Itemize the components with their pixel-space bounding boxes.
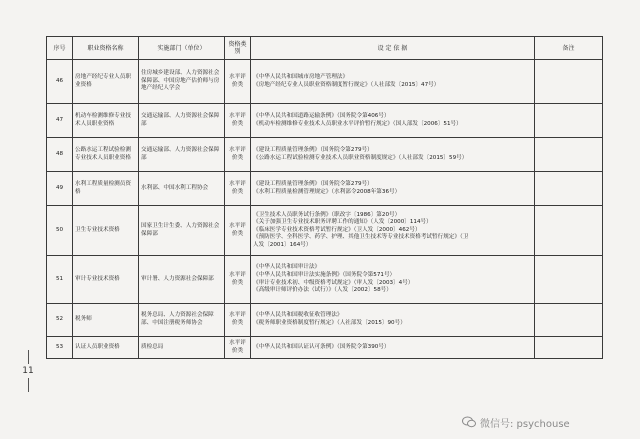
basis-line: 《税务师职业资格制度暂行规定》（人社部发〔2015〕90号） xyxy=(253,320,406,326)
basis-line: 《中华人民共和国审计法》 xyxy=(253,264,321,271)
implementing-dept: 国家卫生计生委、人力资源社会保障部 xyxy=(139,206,225,256)
page-number-text: 11 xyxy=(22,366,34,376)
page-number-dash-bottom xyxy=(28,378,29,392)
qualification-name: 房地产经纪专业人员职业资格 xyxy=(73,60,139,104)
basis-line: 《卫生技术人员职务试行条例》（职改字〔1986〕第20号） xyxy=(253,211,401,218)
qualification-category: 水平评价类 xyxy=(225,104,251,138)
legal-basis xyxy=(251,337,535,359)
basis-line: 人发〔2001〕164号） xyxy=(253,241,312,248)
row-number: 51 xyxy=(47,256,73,304)
implementing-dept: 交通运输部、人力资源社会保障部 xyxy=(139,104,225,138)
header-no: 序号 xyxy=(47,37,73,60)
qualification-name: 卫生专业技术资格 xyxy=(73,206,139,256)
basis-line: 《预防医学、全科医学、药学、护理、其他卫生技术等专业技术资格考试暂行规定》（卫 xyxy=(253,234,469,241)
legal-basis xyxy=(251,104,535,138)
legal-basis xyxy=(251,172,535,206)
qualification-category: 水平评价类 xyxy=(225,138,251,172)
basis-line: 《建设工程质量管理条例》（国务院令第279号） xyxy=(253,180,373,187)
side-page-number xyxy=(22,348,34,394)
basis-line: 《中华人民共和国道路运输条例》（国务院令第406号） xyxy=(253,112,390,119)
table-body xyxy=(47,60,603,359)
qualification-category: 水平评价类 xyxy=(225,256,251,304)
table-row xyxy=(47,304,603,337)
table-row xyxy=(47,104,603,138)
legal-basis xyxy=(251,60,535,104)
table-row xyxy=(47,138,603,172)
row-number: 47 xyxy=(47,104,73,138)
legal-basis xyxy=(251,138,535,172)
qualification-name: 水利工程质量检测员资格 xyxy=(73,172,139,206)
basis-line: 《中华人民共和国城市房地产管理法》 xyxy=(253,73,349,80)
basis-line: 《中华人民共和国审计法实施条例》（国务院令第571号） xyxy=(253,271,396,278)
remark xyxy=(535,304,603,337)
table-header-row xyxy=(47,37,603,60)
remark xyxy=(535,172,603,206)
header-remark: 备注 xyxy=(535,37,603,60)
page-number-dash-top xyxy=(28,350,29,364)
basis-line: 《中华人民共和国税收征收管理法》 xyxy=(253,312,343,319)
basis-line: 《水利工程质量检测管理规定》（水利部令2008年第36号） xyxy=(253,188,401,195)
header-dept: 实施部门（单位） xyxy=(139,37,225,60)
qualification-category: 水平评价类 xyxy=(225,337,251,359)
wechat-icon xyxy=(462,416,476,428)
legal-basis xyxy=(251,256,535,304)
qualification-name: 认证人员职业资格 xyxy=(73,337,139,359)
row-number: 52 xyxy=(47,304,73,337)
watermark-text: 微信号: psychouse xyxy=(480,418,570,430)
implementing-dept: 交通运输部、人力资源社会保障部 xyxy=(139,138,225,172)
implementing-dept: 质检总局 xyxy=(139,337,225,359)
header-name: 职业资格名称 xyxy=(73,37,139,60)
basis-line: 《公路水运工程试验检测专业技术人员职业资格制度规定》（人社部发〔2015〕59号） xyxy=(253,154,468,161)
table-row xyxy=(47,172,603,206)
remark xyxy=(535,138,603,172)
basis-line: 《临床医学专业技术资格考试暂行规定》（卫人发〔2000〕462号） xyxy=(253,226,421,233)
qualification-name: 公路水运工程试验检测专业技术人员职业资格 xyxy=(73,138,139,172)
basis-line: 《审计专业技术初、中级资格考试规定》（审人发〔2003〕4号） xyxy=(253,279,414,286)
qualification-table xyxy=(46,36,603,359)
remark xyxy=(535,104,603,138)
table-row xyxy=(47,206,603,256)
qualification-name: 审计专业技术资格 xyxy=(73,256,139,304)
remark xyxy=(535,60,603,104)
qualification-category: 水平评价类 xyxy=(225,172,251,206)
row-number: 49 xyxy=(47,172,73,206)
qualification-category: 水平评价类 xyxy=(225,206,251,256)
row-number: 53 xyxy=(47,337,73,359)
basis-line: 《中华人民共和国认证认可条例》（国务院令第390号） xyxy=(253,343,390,350)
implementing-dept: 税务总局、人力资源社会保障部、中国注册税务师协会 xyxy=(139,304,225,337)
table-row xyxy=(47,337,603,359)
basis-line: 《建设工程质量管理条例》（国务院令第279号） xyxy=(253,146,373,153)
table-row xyxy=(47,60,603,104)
basis-line: 《关于加强卫生专业技术职务评聘工作的通知》（人发〔2000〕114号） xyxy=(253,219,432,226)
qualification-name: 税务师 xyxy=(73,304,139,337)
row-number: 50 xyxy=(47,206,73,256)
qualification-name: 机动车检测维修专业技术人员职业资格 xyxy=(73,104,139,138)
table-row xyxy=(47,256,603,304)
basis-line: 《机动车检测维修专业技术人员职业水平评价暂行规定》（国人部发〔2006〕51号） xyxy=(253,120,462,127)
remark xyxy=(535,256,603,304)
legal-basis xyxy=(251,304,535,337)
implementing-dept: 住房城乡建设部、人力资源社会保障部、中国房地产估价师与房地产经纪人学会 xyxy=(139,60,225,104)
header-basis: 设 定 依 据 xyxy=(251,37,535,60)
implementing-dept: 水利部、中国水利工程协会 xyxy=(139,172,225,206)
legal-basis xyxy=(251,206,535,256)
basis-line: 《房地产经纪专业人员职业资格制度暂行规定》（人社部发〔2015〕47号） xyxy=(253,81,440,88)
remark xyxy=(535,206,603,256)
qualification-category: 水平评价类 xyxy=(225,60,251,104)
watermark xyxy=(462,414,570,430)
qualification-category: 水平评价类 xyxy=(225,304,251,337)
row-number: 48 xyxy=(47,138,73,172)
implementing-dept: 审计署、人力资源社会保障部 xyxy=(139,256,225,304)
remark xyxy=(535,337,603,359)
basis-line: 《高级审计师评价办法（试行）》（人发〔2002〕58号） xyxy=(253,287,392,294)
header-category: 资格类别 xyxy=(225,37,251,60)
row-number: 46 xyxy=(47,60,73,104)
